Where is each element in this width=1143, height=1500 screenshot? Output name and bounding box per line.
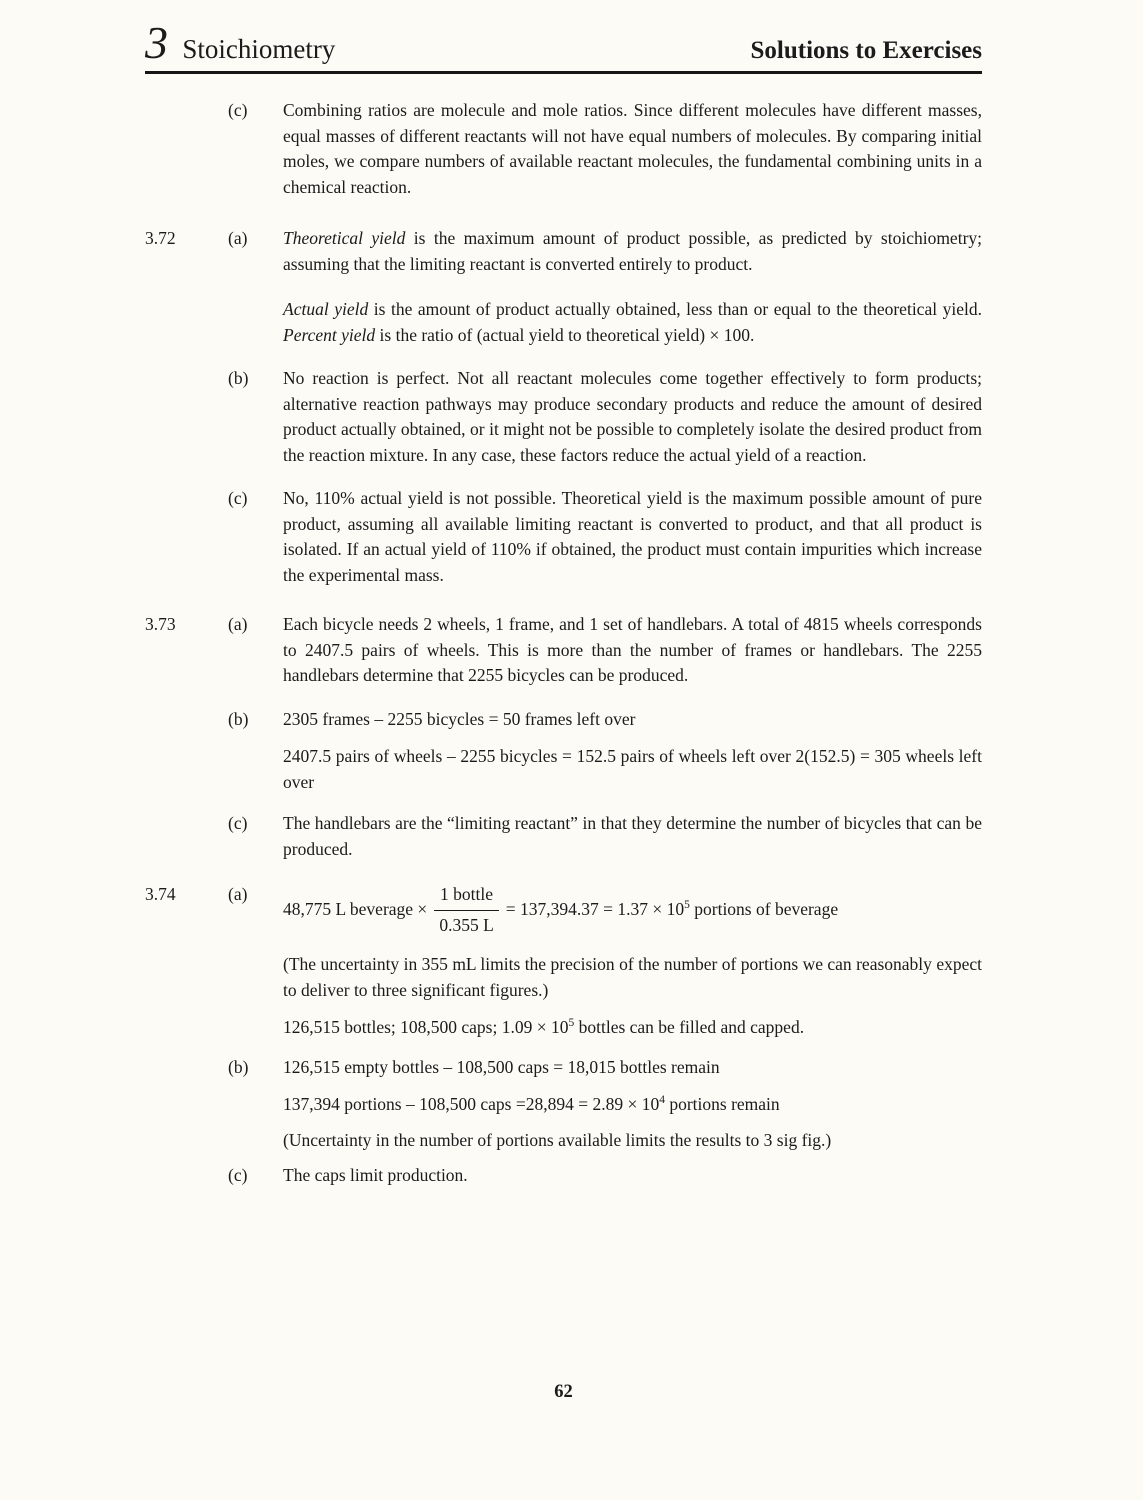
text-segment: is the ratio of (actual yield to theoretical yield) × 100. — [375, 324, 755, 345]
solution-block — [145, 486, 982, 588]
problem-number — [145, 1128, 228, 1154]
problem-number — [145, 486, 228, 588]
solution-block — [145, 612, 982, 689]
part-letter — [228, 952, 283, 1003]
part-letter — [228, 1128, 283, 1154]
part-letter: (a) — [228, 614, 248, 634]
equation-lhs: 48,775 L beverage × — [283, 899, 428, 920]
solution-text: 2407.5 pairs of wheels – 2255 bicycles = 152.5 pairs of wheels left over 2(152.5) = 305 wheels left over — [283, 746, 982, 792]
solution-text — [283, 1015, 982, 1041]
part-letter: (c) — [228, 488, 248, 508]
chapter-heading — [145, 17, 336, 68]
problem-number — [145, 952, 228, 1003]
part-letter: (b) — [228, 1056, 249, 1077]
text-segment: is the maximum amount of product possible, as predicted by stoichiometry; assuming that the limiting reactant is converted entirely to product. — [283, 228, 983, 274]
solution-text: No reaction is perfect. Not all reactant molecules come together effectively to form products; alternative reaction pathways may produce secondary products and reduce the amount of desired product actually obtained, or it might not be possible to completely isolate the desired product from the reaction mixture. In any case, these factors reduce the actual yield of a reaction. — [283, 368, 982, 465]
part-letter: (c) — [228, 100, 248, 120]
solution-text — [283, 297, 982, 348]
solution-block — [145, 1163, 982, 1189]
problem-number — [145, 297, 228, 348]
problem-number — [145, 707, 228, 733]
solution-text: The caps limit production. — [283, 1165, 468, 1185]
solution-text: Each bicycle needs 2 wheels, 1 frame, and 1 set of handlebars. A total of 4815 wheels corresponds to 2407.5 pairs of wheels. This is more than the number of frames or handlebars. The 2255 handlebars determine that 2255 bicycles can be produced. — [283, 614, 982, 685]
italic-term: Actual yield — [283, 299, 369, 319]
solution-block — [145, 1055, 982, 1081]
solution-text: Combining ratios are molecule and mole ratios. Since different molecules have different masses, equal masses of different reactants will not have equal numbers of molecules. By comparing initial moles, we compare numbers of available reactant molecules, the fundamental combining units in a chemical reaction. — [283, 100, 982, 197]
page-number: 62 — [554, 1382, 573, 1402]
page-header — [145, 17, 982, 68]
solution-block — [145, 1092, 982, 1118]
problem-number — [145, 1092, 228, 1118]
part-letter: (a) — [228, 884, 248, 904]
text-segment: is the amount of product actually obtained, less than or equal to the theoretical yield. — [368, 299, 982, 319]
problem-number — [145, 811, 228, 862]
solution-block — [145, 707, 982, 733]
part-letter — [228, 1092, 283, 1118]
text-segment: 137,394 portions – 108,500 caps =28,894 = 2.89 × 10 — [283, 1094, 660, 1114]
italic-term: Percent yield — [283, 324, 376, 345]
problem-number — [145, 744, 228, 795]
fraction-numerator: 1 bottle — [434, 882, 498, 911]
problem-number — [145, 1015, 228, 1041]
solution-block — [145, 366, 982, 468]
solution-text: 126,515 empty bottles – 108,500 caps = 18,015 bottles remain — [283, 1056, 720, 1077]
header-rule — [145, 71, 982, 74]
problem-number — [145, 1055, 228, 1081]
text-segment: bottles can be filled and capped. — [574, 1017, 805, 1037]
solution-block — [145, 882, 982, 938]
exponent: 5 — [568, 1017, 575, 1030]
text-segment: portions remain — [664, 1094, 780, 1114]
chapter-number: 3 — [145, 17, 168, 68]
solution-text: (Uncertainty in the number of portions available limits the results to 3 sig fig.) — [283, 1129, 832, 1150]
solution-text: 2305 frames – 2255 bicycles = 50 frames left over — [283, 708, 636, 729]
solution-block — [145, 297, 982, 348]
solution-text: The handlebars are the “limiting reactant” in that they determine the number of bicycles that can be produced. — [283, 813, 982, 859]
solution-block — [145, 98, 982, 200]
solution-text — [283, 226, 982, 277]
italic-term: Theoretical yield — [283, 228, 406, 248]
equation — [283, 882, 982, 938]
part-letter: (c) — [228, 813, 248, 833]
solution-block — [145, 952, 982, 1003]
part-letter: (c) — [228, 1165, 248, 1185]
text-segment: 126,515 bottles; 108,500 caps; 1.09 × 10 — [283, 1017, 569, 1037]
text-segment: portions of beverage — [689, 899, 839, 920]
fraction-denominator: 0.355 L — [439, 914, 494, 935]
part-letter — [228, 1015, 283, 1041]
problem-number: 3.73 — [145, 614, 176, 634]
part-letter — [228, 297, 283, 348]
solution-text: (The uncertainty in 355 mL limits the precision of the number of portions we can reasonably expect to deliver to three significant figures.) — [283, 954, 982, 1000]
equation-rhs — [506, 897, 838, 923]
solution-block — [145, 811, 982, 862]
chapter-title: Stoichiometry — [182, 34, 336, 64]
solution-text — [283, 1092, 982, 1118]
problem-number — [145, 98, 228, 200]
solution-block — [145, 1128, 982, 1154]
part-letter: (b) — [228, 708, 249, 729]
part-letter — [228, 744, 283, 795]
solution-block — [145, 1015, 982, 1041]
part-letter: (a) — [228, 228, 248, 248]
exponent: 4 — [659, 1094, 665, 1107]
problem-number: 3.74 — [145, 884, 176, 904]
fraction — [434, 882, 498, 938]
problem-number: 3.72 — [145, 228, 176, 248]
solution-text: No, 110% actual yield is not possible. Theoretical yield is the maximum possible amount of pure product, assuming all available limiting reactant is converted to product, and that all product is isolated. If an actual yield of 110% if obtained, the product must contain impurities which increase the experimental mass. — [283, 488, 982, 585]
solution-block — [145, 226, 982, 277]
exponent: 5 — [684, 899, 690, 912]
text-segment: = 137,394.37 = 1.37 × 10 — [505, 899, 685, 920]
problem-number — [145, 366, 228, 468]
solution-block — [145, 744, 982, 795]
problem-number — [145, 1163, 228, 1189]
part-letter: (b) — [228, 368, 249, 388]
section-title: Solutions to Exercises — [750, 37, 982, 64]
